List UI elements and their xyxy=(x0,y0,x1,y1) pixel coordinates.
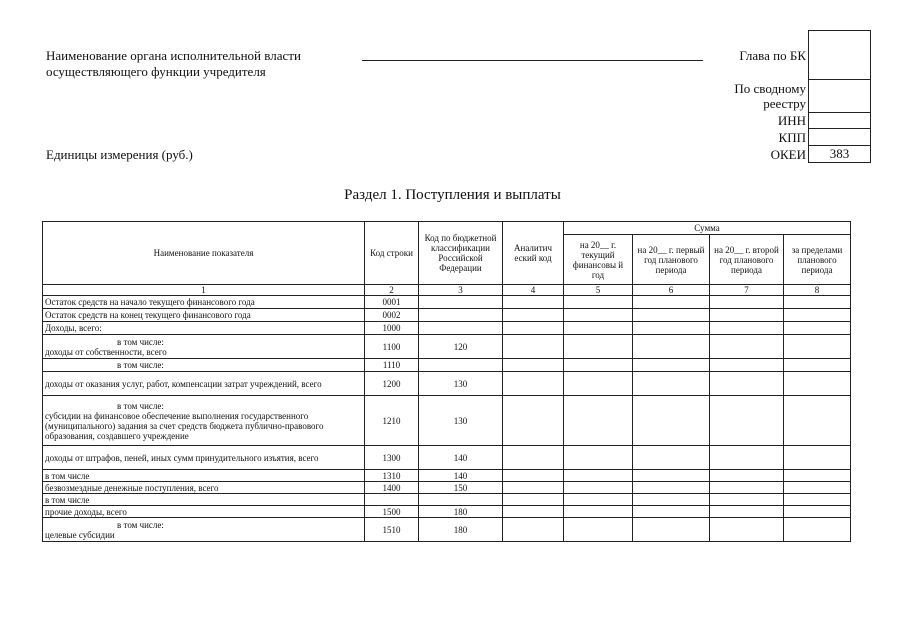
sum-current-cell[interactable] xyxy=(564,470,633,482)
row-label: Остаток средств на конец текущего финансового года xyxy=(45,310,251,320)
row-label: в том числе xyxy=(45,494,90,505)
org-label xyxy=(46,48,301,80)
okei-box[interactable] xyxy=(808,145,871,163)
row-code xyxy=(365,494,419,506)
row-name xyxy=(43,470,365,482)
glava-box[interactable] xyxy=(808,30,871,80)
row-label: целевые субсидии xyxy=(45,529,115,540)
header-code: Код строки xyxy=(365,222,419,285)
svod-label-line2: реестру xyxy=(763,96,806,111)
svod-box[interactable] xyxy=(808,79,871,113)
row-code: 1310 xyxy=(365,470,419,482)
sum-second-cell[interactable] xyxy=(710,335,784,359)
row-label: Остаток средств на начало текущего финансового года xyxy=(45,297,255,307)
sum-beyond-cell[interactable] xyxy=(784,296,851,309)
col-number: 8 xyxy=(784,285,851,296)
sum-beyond-cell[interactable] xyxy=(784,506,851,518)
org-label-line2: осуществляющего функции учредителя xyxy=(46,64,266,79)
sum-first-cell[interactable] xyxy=(633,482,710,494)
row-name xyxy=(43,372,365,396)
table-row xyxy=(43,322,851,335)
row-code: 1400 xyxy=(365,482,419,494)
sum-current-cell[interactable] xyxy=(564,494,633,506)
row-bk-code: 180 xyxy=(419,506,503,518)
col-number: 4 xyxy=(503,285,564,296)
row-bk-code: 180 xyxy=(419,518,503,542)
sum-current-cell[interactable] xyxy=(564,518,633,542)
table-row xyxy=(43,309,851,322)
table-row xyxy=(43,494,851,506)
analytic-cell[interactable] xyxy=(503,518,564,542)
sum-current-cell[interactable] xyxy=(564,372,633,396)
header-second-plan-year: на 20__ г. второй год планового периода xyxy=(710,235,784,285)
col-number: 6 xyxy=(633,285,710,296)
analytic-cell[interactable] xyxy=(503,322,564,335)
sum-second-cell[interactable] xyxy=(710,372,784,396)
row-code: 1500 xyxy=(365,506,419,518)
sum-first-cell[interactable] xyxy=(633,372,710,396)
okei-label: ОКЕИ xyxy=(770,147,806,162)
row-bk-code: 140 xyxy=(419,470,503,482)
table-row xyxy=(43,470,851,482)
col-number: 2 xyxy=(365,285,419,296)
table-row xyxy=(43,372,851,396)
sum-first-cell[interactable] xyxy=(633,506,710,518)
col-number: 1 xyxy=(43,285,365,296)
org-label-line1: Наименование органа исполнительной власти xyxy=(46,48,301,63)
glava-label: Глава по БК xyxy=(739,48,806,63)
sum-first-cell[interactable] xyxy=(633,309,710,322)
row-name xyxy=(43,518,365,542)
sum-second-cell[interactable] xyxy=(710,506,784,518)
sum-second-cell[interactable] xyxy=(710,359,784,372)
kpp-box[interactable] xyxy=(808,128,871,146)
analytic-cell[interactable] xyxy=(503,359,564,372)
receipts-payments-table xyxy=(42,221,851,542)
row-subheading: в том числе: xyxy=(117,519,164,530)
row-name xyxy=(43,296,365,309)
row-subheading: в том числе: xyxy=(117,360,164,370)
sum-second-cell[interactable] xyxy=(710,296,784,309)
sum-beyond-cell[interactable] xyxy=(784,518,851,542)
header-analytic: Аналитич еский код xyxy=(503,222,564,285)
analytic-cell[interactable] xyxy=(503,494,564,506)
sum-second-cell[interactable] xyxy=(710,309,784,322)
row-code: 1510 xyxy=(365,518,419,542)
sum-second-cell[interactable] xyxy=(710,470,784,482)
analytic-cell[interactable] xyxy=(503,309,564,322)
svod-label-line1: По сводному xyxy=(734,81,806,96)
row-code: 0001 xyxy=(365,296,419,309)
row-bk-code: 140 xyxy=(419,446,503,470)
row-bk-code: 150 xyxy=(419,482,503,494)
sum-current-cell[interactable] xyxy=(564,296,633,309)
row-subheading: в том числе: xyxy=(117,336,164,347)
sum-current-cell[interactable] xyxy=(564,322,633,335)
sum-beyond-cell[interactable] xyxy=(784,482,851,494)
row-bk-code xyxy=(419,322,503,335)
sum-first-cell[interactable] xyxy=(633,296,710,309)
sum-second-cell[interactable] xyxy=(710,518,784,542)
inn-box[interactable] xyxy=(808,112,871,129)
row-bk-code xyxy=(419,309,503,322)
row-name xyxy=(43,322,365,335)
sum-first-cell[interactable] xyxy=(633,359,710,372)
row-code: 1110 xyxy=(365,359,419,372)
row-bk-code: 130 xyxy=(419,372,503,396)
sum-beyond-cell[interactable] xyxy=(784,309,851,322)
analytic-cell[interactable] xyxy=(503,470,564,482)
sum-beyond-cell[interactable] xyxy=(784,494,851,506)
analytic-cell[interactable] xyxy=(503,335,564,359)
row-name xyxy=(43,335,365,359)
row-label: в том числе xyxy=(45,470,90,481)
row-bk-code: 130 xyxy=(419,396,503,446)
table-row xyxy=(43,518,851,542)
table-row xyxy=(43,482,851,494)
sum-second-cell[interactable] xyxy=(710,494,784,506)
row-code: 0002 xyxy=(365,309,419,322)
row-code: 1210 xyxy=(365,396,419,446)
row-name xyxy=(43,506,365,518)
table-row xyxy=(43,446,851,470)
header-summa: Сумма xyxy=(564,222,851,235)
row-name xyxy=(43,359,365,372)
sum-beyond-cell[interactable] xyxy=(784,396,851,446)
units-label: Единицы измерения (руб.) xyxy=(46,147,193,162)
table-row xyxy=(43,335,851,359)
row-label: доходы от штрафов, пеней, иных сумм принудительного изъятия, всего xyxy=(45,452,319,463)
sum-beyond-cell[interactable] xyxy=(784,470,851,482)
sum-first-cell[interactable] xyxy=(633,322,710,335)
sum-beyond-cell[interactable] xyxy=(784,372,851,396)
col-number: 5 xyxy=(564,285,633,296)
analytic-cell[interactable] xyxy=(503,296,564,309)
org-name-line[interactable] xyxy=(362,60,703,61)
row-name xyxy=(43,396,365,446)
sum-current-cell[interactable] xyxy=(564,446,633,470)
col-number: 7 xyxy=(710,285,784,296)
row-label: безвозмездные денежные поступления, всего xyxy=(45,482,219,493)
row-name xyxy=(43,309,365,322)
header-bk-code: Код по бюджетной классификации Российской Федерации xyxy=(419,222,503,285)
table-row xyxy=(43,296,851,309)
sum-current-cell[interactable] xyxy=(564,309,633,322)
sum-beyond-cell[interactable] xyxy=(784,322,851,335)
sum-first-cell[interactable] xyxy=(633,470,710,482)
sum-first-cell[interactable] xyxy=(633,518,710,542)
sum-beyond-cell[interactable] xyxy=(784,335,851,359)
column-numbers-row xyxy=(43,285,851,296)
row-bk-code: 120 xyxy=(419,335,503,359)
row-subheading: в том числе: xyxy=(117,400,164,411)
inn-label: ИНН xyxy=(777,113,806,128)
row-name xyxy=(43,446,365,470)
kpp-label: КПП xyxy=(778,130,806,145)
row-code: 1000 xyxy=(365,322,419,335)
row-code: 1100 xyxy=(365,335,419,359)
section-title: Раздел 1. Поступления и выплаты xyxy=(344,187,561,203)
row-bk-code xyxy=(419,359,503,372)
sum-second-cell[interactable] xyxy=(710,396,784,446)
sum-beyond-cell[interactable] xyxy=(784,446,851,470)
row-code: 1200 xyxy=(365,372,419,396)
sum-first-cell[interactable] xyxy=(633,335,710,359)
sum-second-cell[interactable] xyxy=(710,482,784,494)
analytic-cell[interactable] xyxy=(503,372,564,396)
row-name xyxy=(43,482,365,494)
sum-second-cell[interactable] xyxy=(710,322,784,335)
analytic-cell[interactable] xyxy=(503,482,564,494)
header-beyond-plan: за пределами планового периода xyxy=(784,235,851,285)
header-name: Наименование показателя xyxy=(43,222,365,285)
row-label: прочие доходы, всего xyxy=(45,506,127,517)
table-row xyxy=(43,396,851,446)
sum-first-cell[interactable] xyxy=(633,396,710,446)
row-label: доходы от оказания услуг, работ, компенсации затрат учреждений, всего xyxy=(45,378,322,389)
sum-beyond-cell[interactable] xyxy=(784,359,851,372)
sum-second-cell[interactable] xyxy=(710,446,784,470)
sum-current-cell[interactable] xyxy=(564,335,633,359)
header-current-year: на 20__ г. текущий финансовы й год xyxy=(564,235,633,285)
row-label: субсидии на финансовое обеспечение выполнения государственного (муниципального) задания за счет средств бюджета публично-правового образования, создавшего учреждение xyxy=(45,410,324,441)
sum-first-cell[interactable] xyxy=(633,494,710,506)
analytic-cell[interactable] xyxy=(503,506,564,518)
sum-current-cell[interactable] xyxy=(564,396,633,446)
sum-current-cell[interactable] xyxy=(564,359,633,372)
sum-current-cell[interactable] xyxy=(564,506,633,518)
row-bk-code xyxy=(419,494,503,506)
header-first-plan-year: на 20__ г. первый год планового периода xyxy=(633,235,710,285)
analytic-cell[interactable] xyxy=(503,396,564,446)
row-label: Доходы, всего: xyxy=(45,323,102,333)
sum-current-cell[interactable] xyxy=(564,482,633,494)
row-label: доходы от собственности, всего xyxy=(45,346,167,357)
row-bk-code xyxy=(419,296,503,309)
sum-first-cell[interactable] xyxy=(633,446,710,470)
okei-value: 383 xyxy=(829,146,850,161)
table-row xyxy=(43,359,851,372)
analytic-cell[interactable] xyxy=(503,446,564,470)
table-row xyxy=(43,506,851,518)
row-name xyxy=(43,494,365,506)
col-number: 3 xyxy=(419,285,503,296)
row-code: 1300 xyxy=(365,446,419,470)
